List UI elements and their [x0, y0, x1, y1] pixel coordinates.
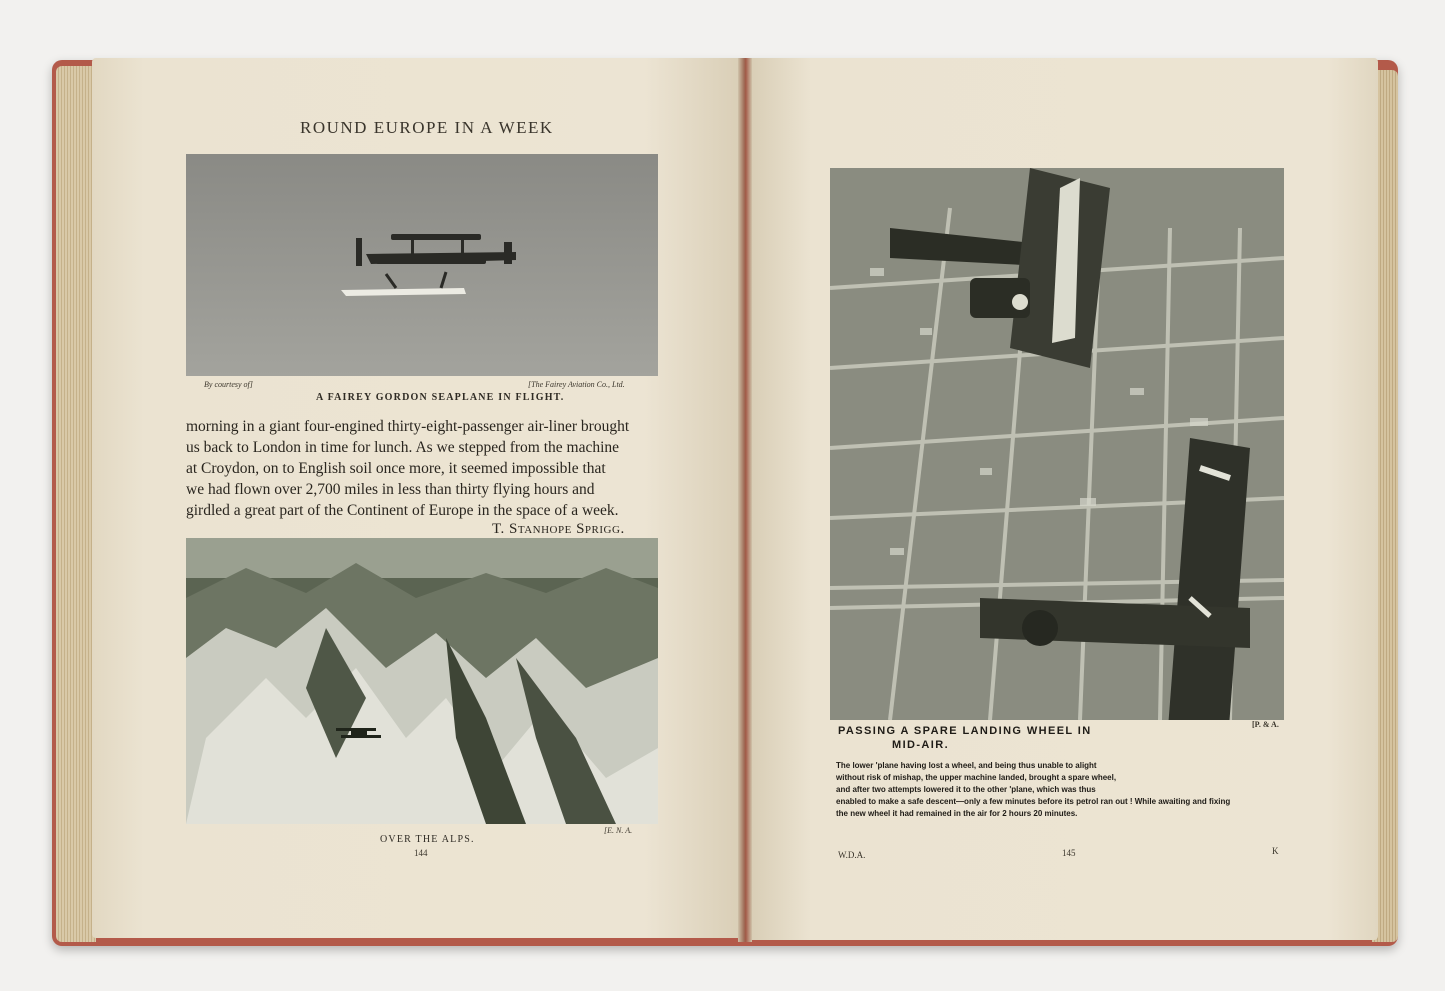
- right-footer-left: W.D.A.: [838, 850, 866, 860]
- aerial-credit: [P. & A.: [1252, 720, 1279, 729]
- aerial-caption-body: [836, 760, 1296, 820]
- seaplane-photo: [186, 154, 658, 376]
- seaplane-illustration: [186, 154, 658, 376]
- right-footer-right: K: [1272, 846, 1279, 856]
- caption-line: without risk of mishap, the upper machine landed, brought a spare wheel,: [836, 773, 1117, 782]
- body-line: we had flown over 2,700 miles in less than thirty flying hours and: [186, 481, 595, 498]
- alps-illustration: [186, 538, 658, 824]
- body-line: girdled a great part of the Continent of Europe in the space of a week.: [186, 502, 619, 519]
- author-signature: T. Stanhope Sprigg.: [492, 521, 625, 537]
- aerial-illustration: [830, 168, 1284, 720]
- body-paragraph: [186, 416, 660, 521]
- caption-line: The lower 'plane having lost a wheel, and being thus unable to alight: [836, 761, 1097, 770]
- left-page-number: 144: [414, 848, 428, 858]
- caption-line: the new wheel it had remained in the air for 2 hours 20 minutes.: [836, 809, 1078, 818]
- book-gutter: [738, 58, 752, 942]
- aerial-caption-title-line: PASSING A SPARE LANDING WHEEL IN: [838, 725, 1092, 737]
- body-line: morning in a giant four-engined thirty-eight-passenger air-liner brought: [186, 418, 630, 435]
- seaplane-credit-left: By courtesy of]: [204, 380, 253, 389]
- body-line: us back to London in time for lunch. As we stepped from the machine: [186, 439, 620, 456]
- right-page-number: 145: [1062, 848, 1076, 858]
- alps-photo: [186, 538, 658, 824]
- running-head: ROUND EUROPE IN A WEEK: [300, 118, 554, 137]
- caption-line: enabled to make a safe descent—only a few minutes before its petrol ran out ! While awaiting and fixing: [836, 797, 1231, 806]
- alps-credit: [E. N. A.: [604, 826, 633, 835]
- alps-caption: OVER THE ALPS.: [380, 834, 475, 845]
- aerial-caption-title: [838, 724, 1092, 752]
- page-edges-left: [56, 66, 96, 942]
- body-line: at Croydon, on to English soil once more, it seemed impossible that: [186, 460, 606, 477]
- seaplane-caption: A FAIREY GORDON SEAPLANE IN FLIGHT.: [316, 392, 565, 403]
- aerial-wheel-photo: [830, 168, 1284, 720]
- caption-line: and after two attempts lowered it to the other 'plane, which was thus: [836, 785, 1096, 794]
- aerial-caption-title-line: MID-AIR.: [892, 739, 950, 751]
- seaplane-credit-right: [The Fairey Aviation Co., Ltd.: [528, 380, 625, 389]
